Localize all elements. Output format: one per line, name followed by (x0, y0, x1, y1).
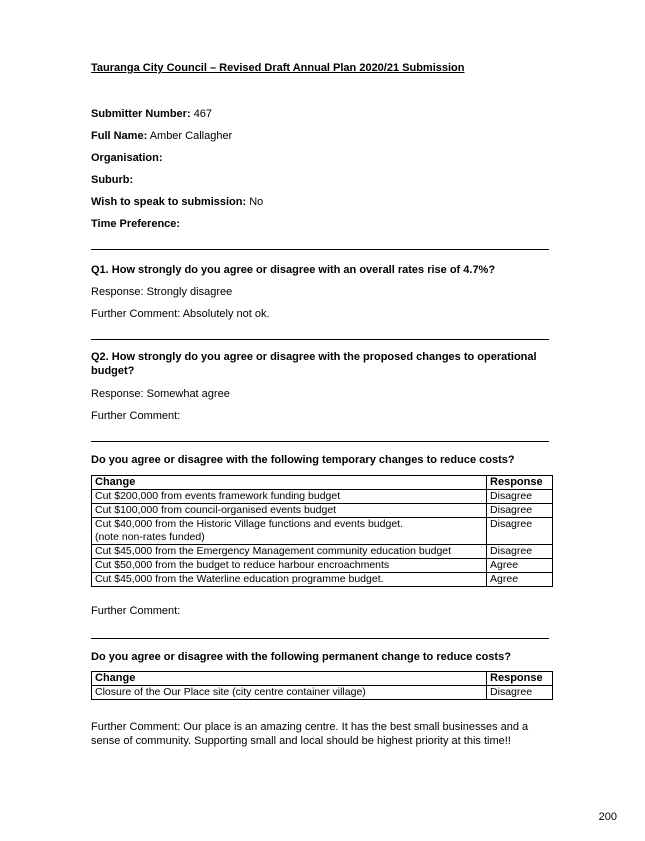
change-cell (92, 518, 487, 545)
suburb-field (91, 174, 133, 186)
q1-comment: Further Comment: Absolutely not ok. (91, 308, 270, 320)
field-label: Wish to speak to submission: (91, 196, 247, 208)
permanent-question: Do you agree or disagree with the following permanent change to reduce costs? (91, 651, 511, 663)
header-response: Response (487, 476, 553, 490)
change-cell: Cut $50,000 from the budget to reduce harbour encroachments (92, 559, 487, 573)
table-row (92, 490, 553, 504)
permanent-changes-table (91, 671, 553, 700)
table-header-row (92, 476, 553, 490)
change-note: (note non-rates funded) (95, 531, 205, 543)
field-value: Amber Callagher (149, 130, 233, 142)
change-cell: Cut $45,000 from the Emergency Management community education budget (92, 545, 487, 559)
q1-question: Q1. How strongly do you agree or disagree with an overall rates rise of 4.7%? (91, 264, 496, 276)
q2-response: Response: Somewhat agree (91, 388, 230, 400)
change-line: Cut $40,000 from the Historic Village functions and events budget. (95, 518, 403, 530)
temporary-changes-table (91, 475, 553, 587)
table-row (92, 504, 553, 518)
response-cell: Agree (487, 573, 553, 587)
header-response: Response (487, 672, 553, 686)
field-label: Organisation: (91, 152, 163, 164)
table-header-row (92, 672, 553, 686)
q2-question: Q2. How strongly do you agree or disagree with the proposed changes to operational budget? (91, 351, 537, 377)
wish-to-speak-field (91, 196, 263, 208)
table-row (92, 573, 553, 587)
organisation-field (91, 152, 163, 164)
q1-response: Response: Strongly disagree (91, 286, 233, 298)
table-row (92, 545, 553, 559)
header-change: Change (92, 672, 487, 686)
divider (91, 249, 549, 250)
change-cell: Cut $45,000 from the Waterline education programme budget. (92, 573, 487, 587)
response-cell: Disagree (487, 490, 553, 504)
divider (91, 339, 549, 340)
change-cell: Cut $100,000 from council-organised events budget (92, 504, 487, 518)
response-cell: Disagree (487, 504, 553, 518)
response-cell: Agree (487, 559, 553, 573)
q2-comment: Further Comment: (91, 410, 181, 422)
table-row (92, 559, 553, 573)
field-label: Suburb: (91, 174, 134, 186)
change-cell: Cut $200,000 from events framework funding budget (92, 490, 487, 504)
field-label: Full Name: (91, 130, 148, 142)
change-cell: Closure of the Our Place site (city centre container village) (92, 686, 487, 700)
full-name-field (91, 130, 232, 142)
field-label: Time Preference: (91, 218, 181, 230)
page-number: 200 (598, 811, 617, 823)
response-cell: Disagree (487, 686, 553, 700)
field-value: 467 (193, 108, 213, 120)
field-value: No (249, 196, 264, 208)
response-cell: Disagree (487, 518, 553, 545)
table-row (92, 518, 553, 545)
permanent-comment: Further Comment: Our place is an amazing centre. It has the best small businesses and a sense of community. Supporting small and local should be highest priority at this time!! (91, 721, 529, 747)
table-row (92, 686, 553, 700)
temporary-question: Do you agree or disagree with the following temporary changes to reduce costs? (91, 454, 515, 466)
time-preference-field (91, 218, 180, 230)
divider (91, 441, 549, 442)
temporary-comment: Further Comment: (91, 605, 181, 617)
field-label: Submitter Number: (91, 108, 191, 120)
response-cell: Disagree (487, 545, 553, 559)
header-change: Change (92, 476, 487, 490)
divider (91, 638, 549, 639)
submitter-number-field (91, 108, 212, 120)
document-title: Tauranga City Council – Revised Draft Annual Plan 2020/21 Submission (91, 62, 465, 74)
